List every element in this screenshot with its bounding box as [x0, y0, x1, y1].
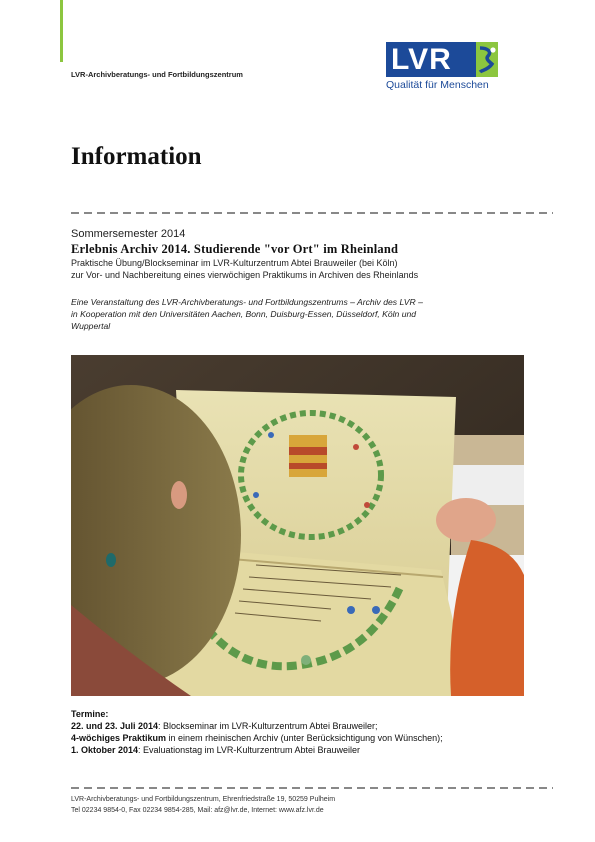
date-item [71, 744, 443, 756]
footer-contact: Tel 02234 9854-0, Fax 02234 9854-285, Mail: afz@lvr.de, Internet: www.afz.lvr.de [71, 807, 324, 814]
archive-photo [71, 355, 524, 696]
organizer-line: in Kooperation mit den Universitäten Aachen, Bonn, Duisburg-Essen, Düsseldorf, Köln und [71, 309, 417, 319]
footer [71, 794, 335, 816]
date-item-text: in einem rheinischen Archiv (unter Berücksichtigung von Wünschen); [166, 733, 443, 743]
date-item-text: : Evaluationstag im LVR-Kulturzentrum Abtei Brauweiler [138, 745, 360, 755]
organizer-line: Eine Veranstaltung des LVR-Archivberatungs- und Fortbildungszentrums – Archiv des LVR – [71, 297, 423, 307]
date-item-bold: 1. Oktober 2014 [71, 745, 139, 755]
organizer-line: Wuppertal [71, 321, 111, 331]
footer-address: LVR-Archivberatungs- und Fortbildungszentrum, Ehrenfriedstraße 19, 50259 Pulheim [71, 796, 336, 803]
description-line: zur Vor- und Nachbereitung eines vierwöchigen Praktikums in Archiven des Rheinlands [71, 270, 419, 280]
date-item-bold: 4-wöchiges Praktikum [71, 733, 167, 743]
date-item-bold: 22. und 23. Juli 2014 [71, 721, 159, 731]
description-line: Praktische Übung/Blockseminar im LVR-Kulturzentrum Abtei Brauweiler (bei Köln) [71, 258, 398, 268]
lvr-logo-tagline: Qualität für Menschen [386, 79, 489, 91]
semester: Sommersemester 2014 [71, 228, 186, 240]
date-item-text: : Blockseminar im LVR-Kulturzentrum Abtei Brauweiler; [158, 721, 378, 731]
organizer-note [71, 296, 541, 332]
dates-heading: Termine: [71, 709, 109, 719]
lvr-logo [386, 42, 502, 90]
date-item [71, 732, 443, 744]
accent-bar [60, 0, 63, 62]
date-item [71, 720, 443, 732]
header-org-name: LVR-Archivberatungs- und Fortbildungszentrum [71, 70, 243, 79]
divider-bottom [71, 787, 553, 789]
archive-photo-illustration [71, 355, 524, 696]
lvr-logo-text: LVR [386, 42, 476, 77]
dates-section [71, 708, 443, 756]
lvr-logo-mark [476, 42, 498, 77]
divider-top [71, 212, 553, 214]
event-title: Erlebnis Archiv 2014. Studierende "vor Ort" im Rheinland [71, 242, 399, 256]
page-title: Information [71, 143, 202, 170]
